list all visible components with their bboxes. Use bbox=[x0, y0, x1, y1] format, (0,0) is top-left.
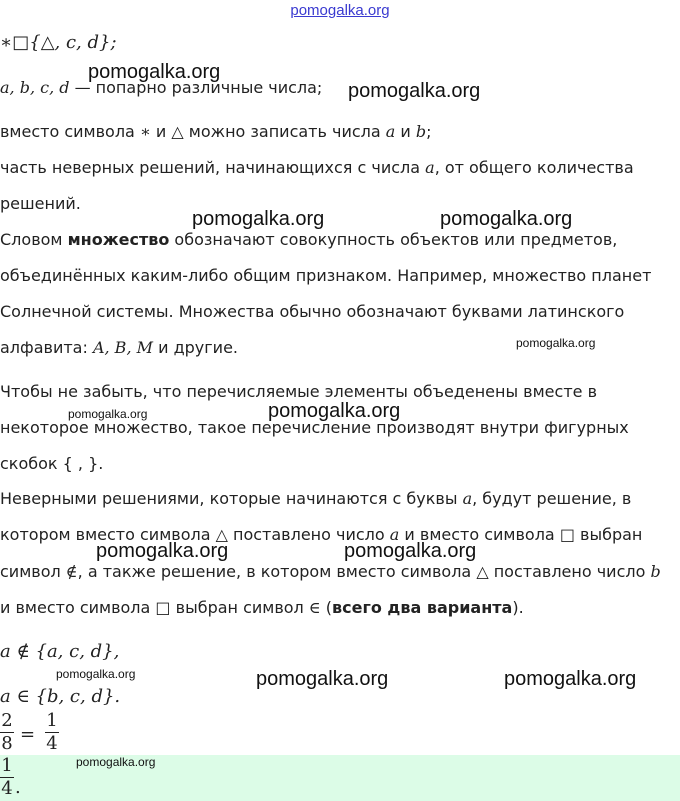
text: символ bbox=[0, 562, 66, 581]
text: часть неверных решений, начинающихся с числа bbox=[0, 158, 426, 177]
definition-text: — попарно различные числа; bbox=[69, 78, 323, 97]
var-a: a bbox=[462, 489, 473, 508]
var-b: b bbox=[415, 122, 427, 141]
definition-line-2 bbox=[0, 122, 676, 142]
term-set: множество bbox=[67, 230, 170, 249]
watermark: pomogalka.org bbox=[268, 400, 401, 422]
text: Неверными решениями, которые начинаются с буквы bbox=[0, 489, 463, 508]
var-a: a bbox=[385, 122, 396, 141]
numerator-1: 2 bbox=[1, 710, 13, 731]
text: ). bbox=[512, 598, 524, 617]
denominator-2: 4 bbox=[46, 733, 58, 754]
watermark: pomogalka.org bbox=[516, 336, 596, 350]
fraction-equation bbox=[0, 712, 80, 756]
definition-line-3 bbox=[0, 158, 676, 178]
denominator-1: 8 bbox=[1, 733, 13, 754]
text: вместо символа bbox=[0, 122, 140, 141]
watermark: pomogalka.org bbox=[440, 208, 573, 230]
braces-line-2: некоторое множество, такое перечисление производят внутри фигурных bbox=[0, 418, 629, 437]
watermark: pomogalka.org bbox=[256, 668, 389, 690]
watermark: pomogalka.org bbox=[504, 668, 637, 690]
triangle-symbol: △ bbox=[171, 122, 184, 141]
answer-denominator: 4 bbox=[1, 778, 13, 799]
text: ( bbox=[320, 598, 333, 617]
watermark: pomogalka.org bbox=[76, 755, 156, 769]
wrong-solutions-line-4 bbox=[0, 598, 676, 618]
text: поставлено число bbox=[488, 562, 651, 581]
watermark: pomogalka.org bbox=[96, 540, 229, 562]
triangle-symbol: △ bbox=[215, 525, 228, 544]
text: и вместо символа bbox=[0, 598, 156, 617]
watermark: pomogalka.org bbox=[88, 61, 221, 83]
text: и bbox=[395, 122, 416, 141]
triangle-symbol: △ bbox=[476, 562, 489, 581]
set-definition-line-1 bbox=[0, 230, 676, 250]
text: выбран символ bbox=[170, 598, 309, 617]
variables-list: a, b, c, d bbox=[0, 78, 70, 97]
watermark: pomogalka.org bbox=[68, 407, 148, 421]
text: выбран bbox=[574, 525, 643, 544]
answer-period: . bbox=[15, 777, 21, 798]
emphasis-two-variants: всего два варианта bbox=[332, 598, 513, 617]
text: и другие. bbox=[153, 338, 238, 357]
text: алфавита: bbox=[0, 338, 93, 357]
text: , от общего количества bbox=[434, 158, 634, 177]
watermark: pomogalka.org bbox=[192, 208, 325, 230]
equals-sign: = bbox=[20, 724, 36, 745]
text: котором вместо символа bbox=[0, 525, 216, 544]
text: поставлено число bbox=[227, 525, 390, 544]
set-letters: A, B, M bbox=[92, 338, 153, 357]
braces-line-3: скобок { , }. bbox=[0, 454, 104, 473]
square-symbol: □ bbox=[155, 598, 171, 617]
text: , а также решение, в котором вместо символа bbox=[77, 562, 477, 581]
definition-line-4: решений. bbox=[0, 194, 81, 213]
numerator-2: 1 bbox=[46, 710, 58, 731]
text: обозначают совокупность объектов или предметов, bbox=[169, 230, 618, 249]
set-definition-line-3: Солнечной системы. Множества обычно обозначают буквами латинского bbox=[0, 302, 625, 321]
watermark-link[interactable]: pomogalka.org bbox=[290, 2, 390, 19]
not-in-symbol: ∉ bbox=[65, 562, 78, 581]
text: и bbox=[150, 122, 172, 141]
braces-line-1: Чтобы не забыть, что перечисляемые элементы объеденены вместе в bbox=[0, 382, 597, 401]
answer-numerator: 1 bbox=[1, 755, 13, 776]
set-definition-line-2: объединённых каким-либо общим признаком. Например, множество планет bbox=[0, 266, 652, 285]
text: можно записать числа bbox=[183, 122, 386, 141]
square-symbol: □ bbox=[559, 525, 575, 544]
text: и вместо символа bbox=[399, 525, 560, 544]
watermark: pomogalka.org bbox=[348, 80, 481, 102]
formula-not-in: a ∉ {a, c, d}, bbox=[0, 641, 120, 662]
answer-fraction bbox=[0, 755, 40, 801]
wrong-solutions-line-1 bbox=[0, 489, 676, 509]
notation-line: ∗□{△, c, d}; bbox=[0, 32, 117, 53]
in-symbol: ∈ bbox=[308, 598, 321, 617]
watermark: pomogalka.org bbox=[56, 667, 136, 681]
text: Словом bbox=[0, 230, 68, 249]
text: , будут решение, в bbox=[472, 489, 632, 508]
watermark: pomogalka.org bbox=[344, 540, 477, 562]
var-a: a bbox=[425, 158, 435, 177]
text: ; bbox=[426, 122, 432, 141]
star-symbol: ∗ bbox=[139, 122, 151, 141]
wrong-solutions-line-3 bbox=[0, 562, 676, 582]
var-b: b bbox=[650, 562, 661, 581]
var-a: a bbox=[389, 525, 400, 544]
formula-in: a ∈ {b, c, d}. bbox=[0, 686, 121, 707]
